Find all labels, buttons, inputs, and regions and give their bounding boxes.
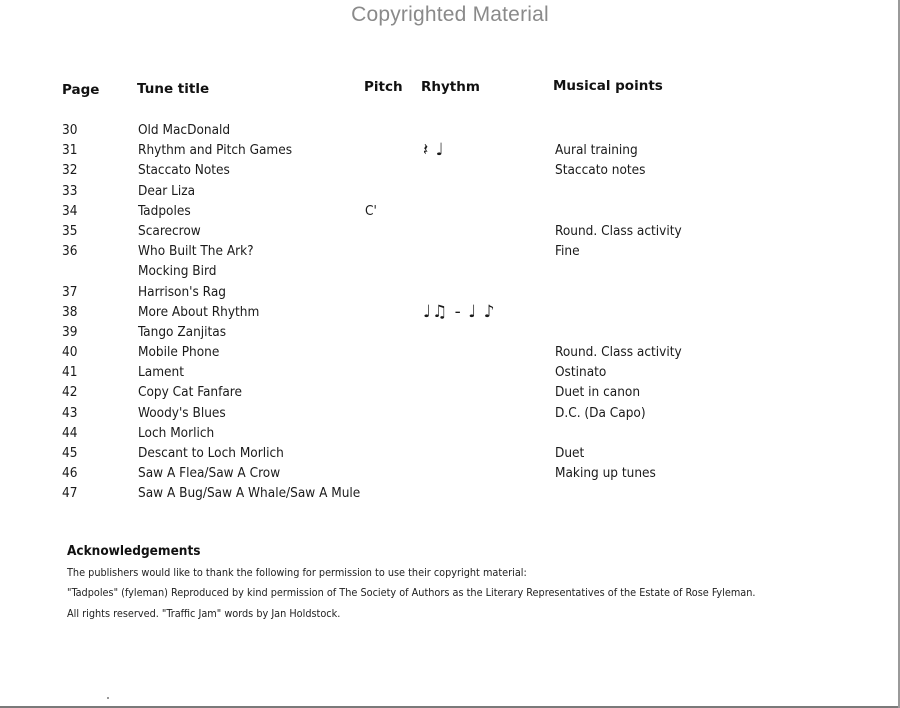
row-page: 42	[62, 384, 78, 401]
table-row	[0, 201, 900, 221]
acknowledgements-line-3: All rights reserved. "Traffic Jam" words by Jan Holdstock.	[67, 607, 341, 620]
table-row	[0, 463, 900, 483]
header-tune-title: Tune title	[137, 81, 210, 97]
table-row	[0, 181, 900, 201]
acknowledgements-line-2: "Tadpoles" (fyleman) Reproduced by kind permission of The Society of Authors as the Literary Representatives of the Estate of Rose Fyleman.	[67, 586, 756, 599]
row-page: 43	[62, 404, 78, 421]
row-musical-points: Round. Class activity	[555, 222, 682, 239]
row-tune-title: Woody's Blues	[138, 404, 226, 421]
row-tune-title: Loch Morlich	[138, 424, 215, 441]
row-tune-title: Dear Liza	[138, 182, 196, 199]
row-page: 30	[62, 122, 78, 138]
row-musical-points: Aural training	[555, 142, 638, 159]
row-musical-points: D.C. (Da Capo)	[555, 404, 646, 421]
row-page: 34	[62, 202, 78, 219]
row-page: 45	[62, 445, 78, 461]
row-musical-points: Making up tunes	[555, 465, 656, 482]
table-row	[0, 403, 900, 423]
table-row	[0, 322, 900, 342]
row-tune-title: More About Rhythm	[138, 303, 260, 320]
table-row	[0, 120, 900, 140]
row-tune-title: Descant to Loch Morlich	[138, 445, 284, 461]
header-page: Page	[62, 82, 100, 98]
row-page: 39	[62, 323, 78, 340]
row-page: 38	[62, 303, 78, 320]
row-page: 44	[62, 424, 78, 441]
row-musical-points: Duet	[555, 445, 585, 461]
row-page: 46	[62, 465, 78, 482]
row-musical-points: Ostinato	[555, 364, 607, 381]
row-page: 32	[62, 162, 78, 179]
row-tune-title: Saw A Flea/Saw A Crow	[138, 465, 281, 482]
row-tune-title: Who Built The Ark?	[138, 243, 254, 260]
table-row	[0, 382, 900, 402]
row-rhythm: 𝄽 ♩	[423, 140, 445, 161]
row-musical-points: Fine	[555, 243, 580, 260]
row-musical-points: Staccato notes	[555, 162, 646, 179]
table-row	[0, 483, 900, 503]
header-rhythm: Rhythm	[421, 79, 480, 95]
table-row	[0, 140, 900, 160]
row-tune-title: Mobile Phone	[138, 344, 220, 361]
row-tune-title: Tadpoles	[138, 202, 191, 219]
table-row	[0, 221, 900, 241]
row-tune-title: Rhythm and Pitch Games	[138, 142, 293, 159]
table-row	[0, 342, 900, 362]
row-musical-points: Duet in canon	[555, 384, 641, 401]
row-tune-title: Staccato Notes	[138, 162, 230, 179]
row-tune-title: Tango Zanjitas	[138, 323, 227, 340]
row-tune-title: Harrison's Rag	[138, 283, 226, 300]
table-row	[0, 302, 900, 322]
row-pitch: C'	[365, 202, 377, 219]
table-row	[0, 423, 900, 443]
header-pitch: Pitch	[364, 79, 403, 95]
row-tune-title: Old MacDonald	[138, 122, 231, 138]
stray-mark	[107, 697, 109, 699]
row-page: 33	[62, 182, 78, 199]
row-page: 47	[62, 485, 78, 502]
row-page: 36	[62, 243, 78, 260]
row-page: 41	[62, 364, 78, 381]
table-row	[0, 282, 900, 302]
acknowledgements-line-1: The publishers would like to thank the following for permission to use their copyright material:	[67, 566, 527, 579]
row-tune-title: Lament	[138, 364, 184, 381]
row-page: 37	[62, 283, 78, 300]
row-page: 40	[62, 344, 78, 361]
tune-table	[0, 120, 900, 504]
table-row	[0, 241, 900, 261]
row-tune-title: Copy Cat Fanfare	[138, 384, 242, 401]
row-tune-title: Scarecrow	[138, 222, 201, 239]
row-page: 31	[62, 142, 78, 159]
row-page: 35	[62, 222, 78, 239]
row-tune-title: Mocking Bird	[138, 263, 217, 280]
table-row	[0, 362, 900, 382]
row-tune-title: Saw A Bug/Saw A Whale/Saw A Mule	[138, 485, 361, 502]
row-musical-points: Round. Class activity	[555, 344, 682, 361]
table-row	[0, 261, 900, 281]
header-musical-points: Musical points	[553, 78, 663, 94]
watermark: Copyrighted Material	[351, 3, 549, 26]
row-rhythm: ♩♫ ‑ ♩ ♪	[423, 301, 496, 322]
table-row	[0, 160, 900, 180]
table-row	[0, 443, 900, 463]
acknowledgements-heading: Acknowledgements	[67, 543, 201, 559]
